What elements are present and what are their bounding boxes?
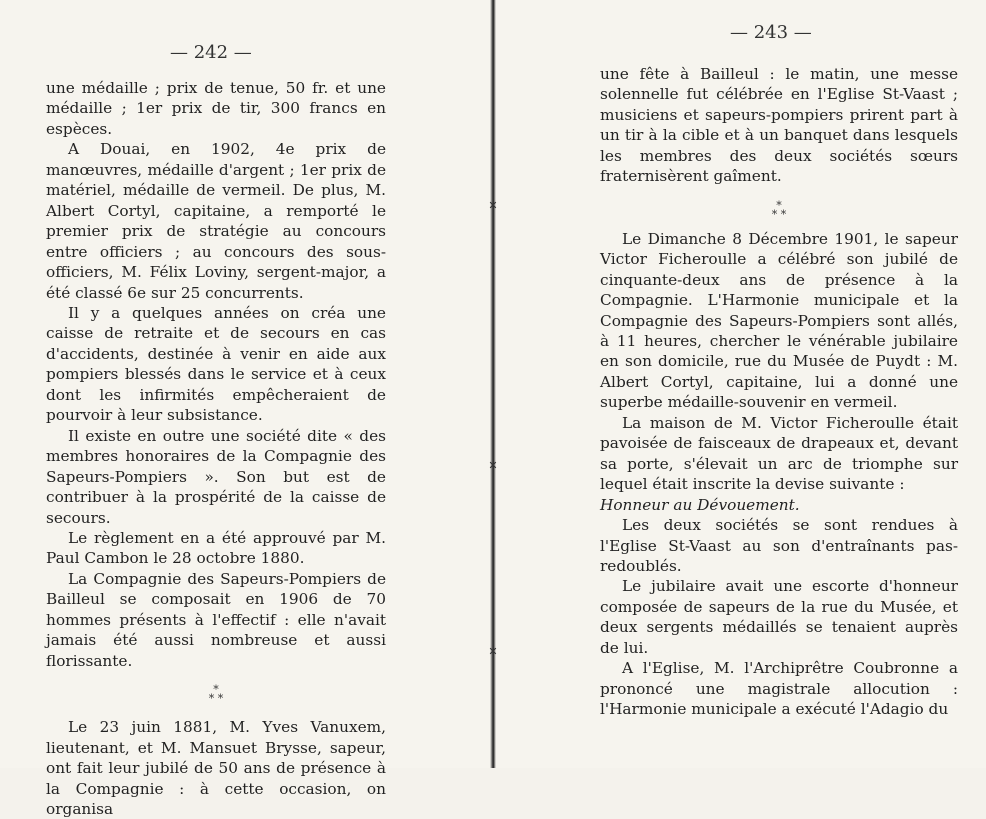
paragraph: Le 23 juin 1881, M. Yves Vanuxem, lieutenant, et M. Mansuet Brysse, sapeur, ont fait leur jubilé de 50 ans de présence à la Compagnie : à cette occasion, on organisa (46, 718, 386, 818)
paragraph: une fête à Bailleul : le matin, une messe solennelle fut célébrée en l'Eglise St-Vaast ; musiciens et sapeurs-pompiers prirent part à un tir à la cible et à un banquet dans lesquels les membres des deux sociétés sœurs fraternisèrent gaîment. (600, 65, 958, 186)
binding-mark: ✕ (488, 645, 498, 658)
paragraph: Le jubilaire avait une escorte d'honneur composée de sapeurs de la rue du Musée, et deux sergents médaillés se tenaient auprès de lui. (600, 577, 958, 657)
section-separator: * * * (208, 683, 224, 706)
left-page-body (46, 78, 386, 819)
page-number-left: — 242 — (170, 42, 252, 63)
binding-mark: ✕ (488, 459, 498, 472)
paragraph: A l'Eglise, M. l'Archiprêtre Coubronne a prononcé une magistrale allocution : l'Harmonie municipale a exécuté l'Adagio du (600, 659, 958, 719)
paragraph: Il y a quelques années on créa une caisse de retraite et de secours en cas d'accidents, destinée à venir en aide aux pompiers blessés dans le service et à ceux dont les infirmités empêcheraient de pourvoir à leur subsistance. (46, 303, 386, 425)
binding-mark: ✕ (488, 199, 498, 212)
paragraph: une médaille ; prix de tenue, 50 fr. et une médaille ; 1er prix de tir, 300 francs en espèces. (46, 79, 386, 138)
right-page-body (600, 64, 958, 720)
paragraph: La maison de M. Victor Ficheroulle était pavoisée de faisceaux de drapeaux et, devant sa porte, s'élevait un arc de triomphe sur lequel était inscrite la devise suivante : (600, 413, 958, 494)
paragraph: Les deux sociétés se sont rendues à l'Eglise St-Vaast au son d'entraînants pas-redoublés. (600, 516, 958, 575)
section-separator: * * * (771, 198, 787, 221)
paragraph: Le Dimanche 8 Décembre 1901, le sapeur Victor Ficheroulle a célébré son jubilé de cinquante-deux ans de présence à la Compagnie. L'Harmonie municipale et la Compagnie des Sapeurs-Pompiers sont allés, à 11 heures, chercher le vénérable jubilaire en son domicile, rue du Musée de Puydt : M. Albert Cortyl, capitaine, lui a donné une superbe médaille-souvenir en vermeil. (600, 229, 958, 412)
right-page (600, 64, 958, 720)
paragraph: Il existe en outre une société dite « des membres honoraires de la Compagnie des Sapeurs-Pompiers ». Son but est de contribuer à la prospérité de la caisse de secours. (46, 426, 386, 527)
motto: Honneur au Dévouement. (600, 495, 800, 514)
left-page (46, 78, 386, 819)
paragraph: Le règlement en a été approuvé par M. Paul Cambon le 28 octobre 1880. (46, 528, 386, 568)
paragraph: A Douai, en 1902, 4e prix de manœuvres, médaille d'argent ; 1er prix de matériel, médaille de vermeil. De plus, M. Albert Cortyl, capitaine, a remporté le premier prix de stratégie au concours entre officiers ; au concours des sous-officiers, M. Félix Loviny, sergent-major, a été classé 6e sur 25 concurrents. (46, 140, 386, 302)
paragraph: La Compagnie des Sapeurs-Pompiers de Bailleul se composait en 1906 de 70 hommes présents à l'effectif : elle n'avait jamais été aussi nombreuse et aussi florissante. (46, 569, 386, 670)
page-number-right: — 243 — (730, 22, 812, 43)
